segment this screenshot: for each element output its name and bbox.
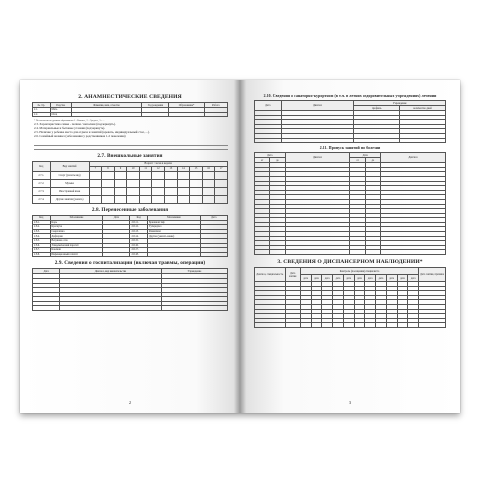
table-cell: Иностранный язык xyxy=(50,187,89,195)
table-cell xyxy=(255,323,286,328)
dispensary-table xyxy=(254,267,446,328)
age-header: 7 xyxy=(89,166,102,171)
table-cell xyxy=(190,171,203,179)
table-cell xyxy=(127,171,140,179)
table-cell: Коклюш xyxy=(50,248,103,253)
table-cell xyxy=(152,187,165,195)
page-number-right: 3 xyxy=(348,400,352,405)
table-row xyxy=(33,171,228,179)
table-cell xyxy=(139,195,152,203)
age-header: 12 xyxy=(152,166,165,171)
table-cell xyxy=(400,138,446,143)
table-cell: 2.7.3. xyxy=(33,187,51,195)
table-cell xyxy=(365,323,376,328)
right-page xyxy=(240,80,460,413)
col-header: Работа xyxy=(204,103,227,108)
table-cell xyxy=(215,187,228,195)
table-cell xyxy=(169,112,204,117)
table-row xyxy=(33,252,228,257)
col-subheader: до xyxy=(270,158,285,163)
table-cell: Краснуха xyxy=(50,225,103,230)
sanatorium-title: 2.10. Сведения о санаторно-курортном (в т.ч. в летних оздоровительных учреждениях) лечении xyxy=(263,94,437,98)
col-subheader: от xyxy=(350,158,365,163)
col-header: Дата снятия, причина xyxy=(419,268,446,282)
table-cell: 2.8.8. xyxy=(33,252,51,257)
visit-header: дата xyxy=(343,275,354,282)
age-header: 13 xyxy=(165,166,178,171)
table-cell xyxy=(33,306,60,311)
table-cell xyxy=(322,323,333,328)
col-header: Контроль (посещения) специалиста xyxy=(300,268,418,275)
col-header: Код xyxy=(33,215,51,220)
table-cell: 2.8.17. xyxy=(130,248,148,253)
table-cell xyxy=(397,323,408,328)
table-cell xyxy=(165,179,178,187)
visit-header: дата xyxy=(333,275,344,282)
table-cell xyxy=(102,195,115,203)
table-cell xyxy=(139,179,152,187)
age-header: 8 xyxy=(102,166,115,171)
table-cell xyxy=(354,323,365,328)
col-header: Дата xyxy=(255,153,286,158)
table-cell xyxy=(165,187,178,195)
table-cell: 2.8.13. xyxy=(130,229,148,234)
note-line-text: 2.3. Характеристика семьи - полная / неполная (подчеркнуть). xyxy=(34,122,116,127)
table-cell: 2.8.1. xyxy=(33,220,51,225)
activities-table xyxy=(32,161,228,204)
table-cell xyxy=(114,171,127,179)
table-cell: 2.7.1. xyxy=(33,171,51,179)
table-cell: 2.1. xyxy=(33,108,51,113)
table-cell xyxy=(190,195,203,203)
table-row xyxy=(33,306,228,311)
table-cell xyxy=(270,250,285,255)
diseases-title: 2.8. Перенесенные заболевания xyxy=(91,206,169,213)
col-header: Диагноз xyxy=(381,153,446,163)
age-header: 11 xyxy=(139,166,152,171)
col-header: Образование* xyxy=(169,103,204,108)
col-header: Учреждение xyxy=(354,101,446,106)
table-cell: Туберкулез xyxy=(148,225,201,230)
absence-title: 2.11. Пропуск занятий по болезни xyxy=(319,146,381,151)
family-table xyxy=(32,102,228,117)
hospitalization-table xyxy=(32,268,228,311)
table-cell xyxy=(152,171,165,179)
col-header: Диагноз xyxy=(285,153,350,163)
table-cell xyxy=(202,179,215,187)
table-cell xyxy=(215,195,228,203)
table-cell: Мать xyxy=(50,108,71,113)
visit-header: дата xyxy=(408,275,419,282)
table-cell: Дифтерия xyxy=(50,234,103,239)
table-cell xyxy=(350,250,365,255)
col-header: Учреждение xyxy=(161,269,227,274)
table-cell xyxy=(139,187,152,195)
table-cell xyxy=(165,171,178,179)
col-header: Год рождения xyxy=(142,103,169,108)
absence-table xyxy=(254,152,446,255)
notebook-spread xyxy=(20,80,460,413)
table-cell xyxy=(89,187,102,195)
visit-header: дата xyxy=(300,275,311,282)
visit-header: дата xyxy=(376,275,387,282)
table-cell xyxy=(177,187,190,195)
table-cell xyxy=(89,195,102,203)
note-line-text: 2.4. Материальные и бытовые условия (подчеркнуть). xyxy=(34,126,106,131)
col-header: Диагноз, специальность xyxy=(255,268,286,282)
table-row xyxy=(33,112,228,117)
table-cell xyxy=(354,138,400,143)
table-cell: 2.8.12. xyxy=(130,225,148,230)
table-cell xyxy=(139,171,152,179)
table-cell: Эпидемический паротит xyxy=(50,243,103,248)
table-cell xyxy=(285,250,350,255)
col-header: Диагноз xyxy=(281,101,354,111)
table-cell xyxy=(89,179,102,187)
table-cell: 2.8.11. xyxy=(130,220,148,225)
table-cell xyxy=(376,323,387,328)
col-header: Дата взятия xyxy=(285,268,300,282)
visit-header: дата xyxy=(397,275,408,282)
table-cell xyxy=(381,250,446,255)
table-cell xyxy=(190,187,203,195)
table-cell: Ветряная оспа xyxy=(50,238,103,243)
table-cell: Корь xyxy=(50,220,103,225)
table-cell xyxy=(127,187,140,195)
table-cell xyxy=(408,323,419,328)
col-header: Дата xyxy=(103,215,130,220)
col-subheader: профиль xyxy=(354,106,400,111)
table-cell xyxy=(165,195,178,203)
table-cell xyxy=(152,179,165,187)
table-cell: 2.8.14. xyxy=(130,234,148,239)
table-cell: Брюшной тиф xyxy=(148,220,201,225)
col-header: Возраст / часов в неделю xyxy=(89,161,227,166)
visit-header: дата xyxy=(386,275,397,282)
table-cell: 2.8.3. xyxy=(33,229,51,234)
col-header: Дата xyxy=(255,101,282,111)
col-header: Фамилия, имя, отчество xyxy=(71,103,141,108)
table-cell: 2.8.2. xyxy=(33,225,51,230)
col-subheader: до xyxy=(365,158,380,163)
table-cell: 2.8.18. xyxy=(130,252,148,257)
note-line xyxy=(34,146,228,150)
table-cell xyxy=(300,323,311,328)
col-header: Код xyxy=(130,215,148,220)
table-cell: Спорт (указать вид) xyxy=(50,171,89,179)
table-cell: 2.2. xyxy=(33,112,51,117)
table-cell xyxy=(102,171,115,179)
table-cell xyxy=(177,171,190,179)
age-header: 14 xyxy=(177,166,190,171)
table-cell: Скарлатина xyxy=(50,229,103,234)
table-cell xyxy=(255,250,270,255)
table-cell xyxy=(281,138,354,143)
left-page xyxy=(20,80,240,413)
table-cell: Другие занятия (указать) xyxy=(50,195,89,203)
table-cell: Отец xyxy=(50,112,71,117)
table-cell: Музыка xyxy=(50,179,89,187)
table-cell xyxy=(386,323,397,328)
table-cell xyxy=(102,187,115,195)
table-cell xyxy=(202,195,215,203)
table-cell xyxy=(148,252,201,257)
table-row xyxy=(255,323,446,328)
col-header: № стр. xyxy=(33,103,51,108)
table-cell xyxy=(255,138,282,143)
table-cell xyxy=(114,179,127,187)
table-cell: Инфекционный гепатит xyxy=(50,252,103,257)
page-number-left: 2 xyxy=(128,400,132,405)
spine-shadow xyxy=(234,80,246,413)
table-row xyxy=(255,250,446,255)
table-cell xyxy=(127,179,140,187)
note-line-text: 2.5. Наличие у ребенка места для отдыха и занятий (кровать, индивидуальный стол, ...). xyxy=(34,130,150,135)
table-cell xyxy=(215,179,228,187)
table-cell xyxy=(204,112,227,117)
visit-header: дата xyxy=(311,275,322,282)
table-cell xyxy=(419,323,446,328)
table-cell xyxy=(202,171,215,179)
col-header: Код xyxy=(33,161,51,171)
table-cell xyxy=(161,306,227,311)
diseases-table xyxy=(32,215,228,258)
col-header: Дата xyxy=(200,215,227,220)
table-cell xyxy=(311,323,322,328)
hospitalization-title: 2.9. Сведения о госпитализации (включая травмы, операции) xyxy=(54,260,206,267)
table-cell xyxy=(177,179,190,187)
table-cell xyxy=(89,171,102,179)
table-cell xyxy=(200,252,227,257)
table-cell xyxy=(365,250,380,255)
table-cell xyxy=(71,112,141,117)
table-cell xyxy=(142,112,169,117)
table-cell: 2.8.16. xyxy=(130,243,148,248)
table-cell xyxy=(114,195,127,203)
age-header: 17 xyxy=(215,166,228,171)
visit-header: дата xyxy=(365,275,376,282)
table-cell xyxy=(152,195,165,203)
section2-title: 2. АНАМНЕСТИЧЕСКИЕ СВЕДЕНИЯ xyxy=(78,94,182,100)
visit-header: дата xyxy=(354,275,365,282)
col-header: Вид занятий xyxy=(50,161,89,171)
col-header: Дата xyxy=(350,153,381,158)
table-cell: 2.7.4. xyxy=(33,195,51,203)
col-subheader: от xyxy=(255,158,270,163)
col-header: Заболевание xyxy=(50,215,103,220)
dispensary-title: 3. СВЕДЕНИЯ О ДИСПАНСЕРНОМ НАБЛЮДЕНИИ* xyxy=(277,259,423,266)
table-cell xyxy=(114,187,127,195)
table-row xyxy=(33,195,228,203)
table-cell: Ревматизм xyxy=(148,229,201,234)
col-header: Родство xyxy=(50,103,71,108)
table-cell xyxy=(103,252,130,257)
table-cell xyxy=(343,323,354,328)
table-row xyxy=(33,187,228,195)
table-cell: 2.8.7. xyxy=(33,248,51,253)
table-cell xyxy=(60,306,161,311)
table-cell: Другие (указать какие) xyxy=(148,234,201,239)
table-cell xyxy=(202,187,215,195)
table-cell: 2.8.4. xyxy=(33,234,51,239)
col-header: Дата xyxy=(33,269,60,274)
table-cell xyxy=(177,195,190,203)
visit-header: дата xyxy=(322,275,333,282)
table-row xyxy=(255,138,446,143)
table-cell xyxy=(102,179,115,187)
age-header: 16 xyxy=(202,166,215,171)
col-header: Диагноз, вид вмешательства xyxy=(60,269,161,274)
note-line-text: 2.6. Семейный анамнез (заболевания у родственников 1-2 поколения) xyxy=(34,134,126,139)
table-cell xyxy=(333,323,344,328)
table-row xyxy=(33,179,228,187)
table-cell xyxy=(127,195,140,203)
age-header: 10 xyxy=(127,166,140,171)
table-cell xyxy=(285,323,300,328)
age-header: 15 xyxy=(190,166,203,171)
table-cell: 2.8.6. xyxy=(33,243,51,248)
col-subheader: количество дней xyxy=(400,106,446,111)
table-cell: 2.8.15. xyxy=(130,238,148,243)
table-cell: 2.8.5. xyxy=(33,238,51,243)
sanatorium-table xyxy=(254,100,446,143)
table-cell xyxy=(215,171,228,179)
table-cell: 2.7.2. xyxy=(33,179,51,187)
activities-title: 2.7. Внешкольные занятия xyxy=(97,152,163,159)
table-cell xyxy=(190,179,203,187)
age-header: 9 xyxy=(114,166,127,171)
family-footnote: * По аналогии по уровню образования 1 - Высшее, 2 - Среднее, 3 - ... xyxy=(34,119,105,123)
col-header: Заболевание xyxy=(148,215,201,220)
